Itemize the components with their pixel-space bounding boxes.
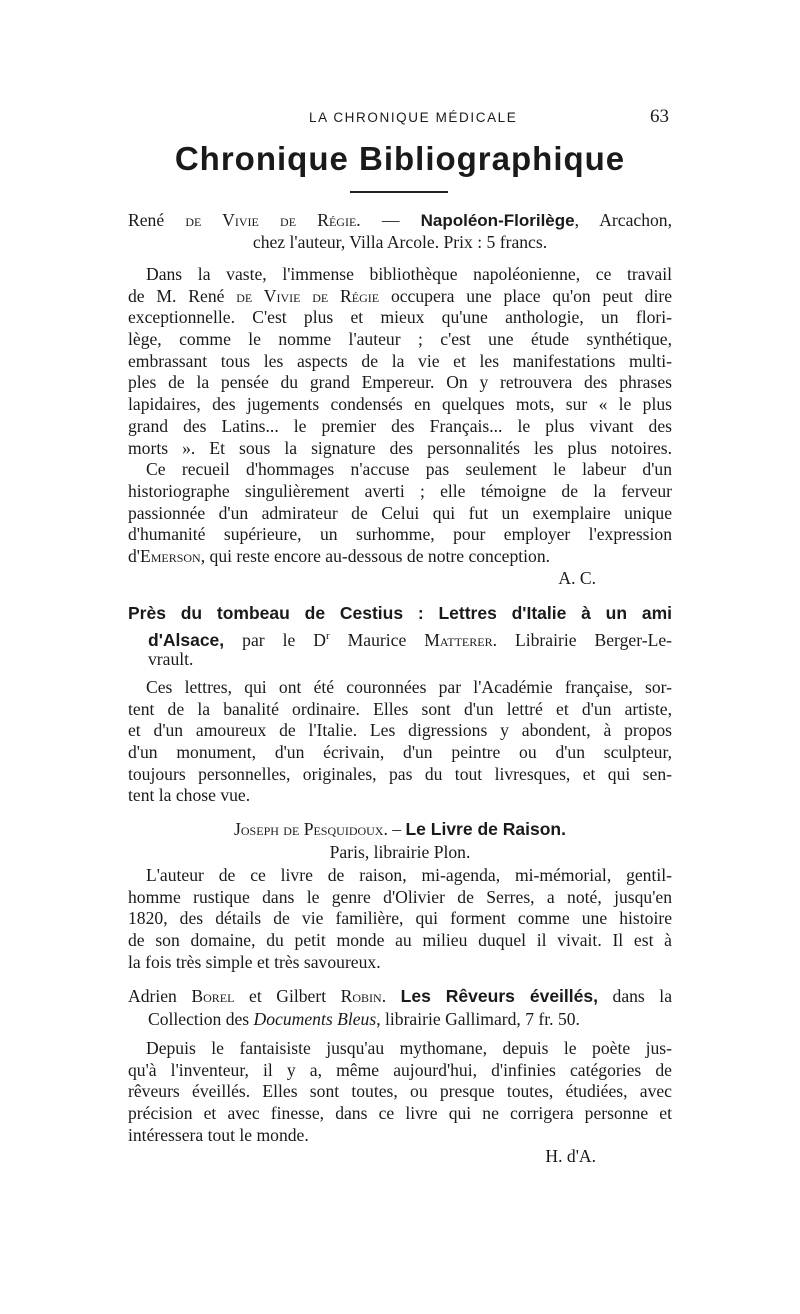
section-title: Chronique Bibliographique [174,140,626,177]
body-line: grand des Latins... le premier des Français... le plus vivant des [128,415,672,436]
author-name: Joseph de Pesquidoux [234,819,384,839]
body-line: Depuis le fantaisiste jusqu'au mythomane, depuis le poète jus- [146,1038,672,1058]
author-name: Borel [191,986,235,1006]
review-entry-napoleon [128,210,672,253]
entry-heading-line: chez l'auteur, Villa Arcole. Prix : 5 francs. [252,231,548,252]
body-line: Dans la vaste, l'immense bibliothèque napoléonienne, ce travail [146,264,672,284]
body-line: lapidaires, des jugements condensés en quelques mots, sur « le plus [128,394,672,415]
body-line: intéressera tout le monde. [128,1124,309,1145]
body-line: d'Emerson, qui reste encore au-dessous de notre conception. [128,545,551,566]
body-line: lège, comme le nomme l'auteur ; c'est une étude synthétique, [128,329,672,350]
body-line: la fois très simple et très savoureux. [128,951,381,972]
entry-heading-line: Paris, librairie Plon. [329,842,471,862]
review-body [128,1038,672,1168]
page-number: 63 [650,106,669,127]
book-title: Les Rêveurs éveillés, [400,986,598,1006]
body-line: d'un monument, d'un écrivain, d'un peintre ou d'un sculpteur, [128,742,672,763]
review-entry-cestius [128,603,672,671]
body-line: Ce recueil d'hommages n'accuse pas seulement le labeur d'un [146,459,672,480]
body-line: morts ». Et sous la signature des personnalités les plus notoires. [128,437,672,458]
body-line: historiographe singulièrement averti ; elle témoigne de la ferveur [128,480,672,501]
body-line: L'auteur de ce livre de raison, mi-agenda, mi-mémorial, gentil- [146,865,672,885]
body-line: passionnée d'un admirateur de Celui qui fut un exemplaire unique [128,502,672,523]
body-line: tent de la banalité ordinaire. Elles sont d'un lettré et d'un artiste, [128,698,672,719]
body-line: et d'un amoureux de l'Italie. Les digressions y abondent, à propos [128,720,672,741]
entry-heading-line: Adrien Borel et Gilbert Robin. Les Rêveurs éveillés, dans la [128,986,673,1006]
body-line: qu'à l'inventeur, il y a, même aujourd'hui, d'infinies catégories de [128,1059,672,1080]
title-rule [350,191,448,193]
body-line: de son domaine, du petit monde au milieu duquel il vivait. Il est à [128,930,672,951]
body-line: tent la chose vue. [128,785,251,806]
signature: A. C. [558,567,596,588]
body-line: 1820, des détails de vie familière, qui forment comme une histoire [128,908,672,929]
entry-heading-line: Joseph de Pesquidoux. – Le Livre de Raison. [234,819,566,839]
body-line: de M. René de Vivie de Régie occupera une place qu'on peut dire [128,285,673,306]
book-title: Napoléon-Florilège [420,211,575,230]
running-head [0,106,800,130]
review-body [128,865,672,973]
review-body [128,264,672,589]
entry-heading-line: Collection des Documents Bleus, librairie Gallimard, 7 fr. 50. [148,1009,580,1029]
body-line: précision et avec finesse, dans ce livre qui ne corrigera personne et [128,1103,672,1124]
author-name: Matterer [424,629,493,650]
book-title: d'Alsace, [148,629,225,650]
book-title: Près du tombeau de Cestius : Lettres d'Italie à un ami [128,603,672,623]
review-entry-livre-de-raison [128,819,672,864]
body-line: homme rustique dans le genre d'Olivier de Serres, a noté, jusqu'en [128,886,672,907]
entry-heading-line: René de Vivie de Régie. — Napoléon-Florilège, Arcachon, [128,210,672,230]
author-name: Robin [340,986,382,1006]
body-line: d'humanité supérieure, un surhomme, pour employer l'expression [128,524,672,545]
review-entry-reveurs [128,986,672,1031]
collection-name: Documents Bleus [253,1009,377,1029]
book-title: Le Livre de Raison. [405,819,566,839]
body-line: toujours personnelles, originales, pas du tout livresques, et qui sen- [128,763,672,784]
review-body [128,677,672,807]
entry-heading-line: vrault. [148,649,194,669]
body-line: embrassant tous les aspects de la vie et les manifestations multi- [128,350,672,371]
running-title: LA CHRONIQUE MÉDICALE [309,110,518,125]
body-line: ples de la pensée du grand Empereur. On y retrouvera des phrases [128,372,672,393]
body-line: exceptionnelle. C'est plus et mieux qu'une anthologie, un flori- [128,307,672,328]
body-line: Ces lettres, qui ont été couronnées par l'Académie française, sor- [146,677,672,697]
author-name: de Vivie de Régie [185,210,357,230]
entry-heading-line [128,603,672,626]
body-line: rêveurs éveillés. Elles sont toutes, ou presque toutes, étudiées, avec [128,1081,672,1102]
signature: H. d'A. [545,1146,596,1167]
entry-heading-line: d'Alsace, par le $D^r$ Maurice Matterer. Librairie Berger-Le- [148,629,672,650]
